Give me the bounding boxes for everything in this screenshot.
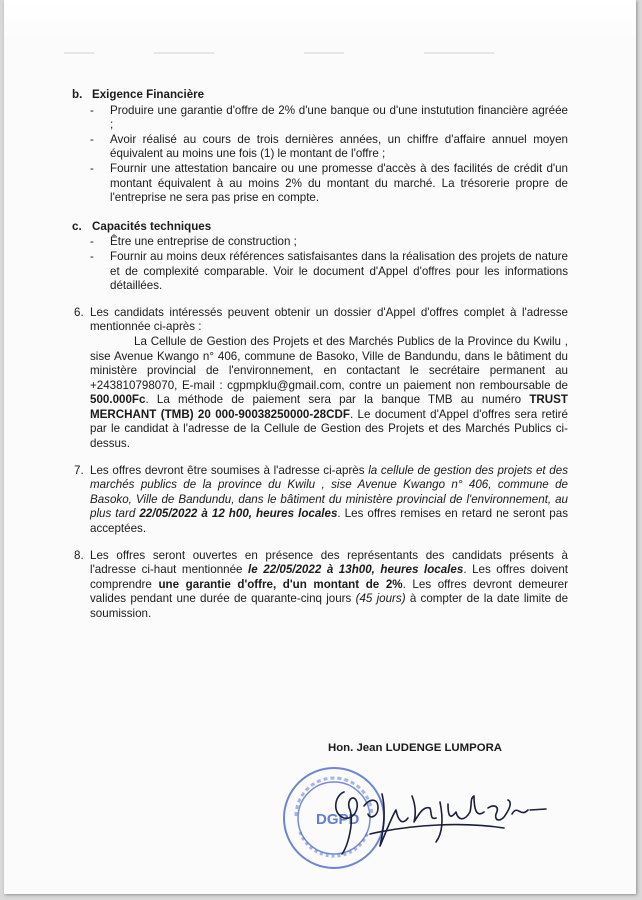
stamp-text: DGPD (316, 811, 360, 828)
item-8-opening-date: le 22/05/2022 à 13h00, heures locales (248, 563, 464, 577)
item-7-address: la cellule de gestion des projets et des marchés publics de la province du Kwilu (90, 463, 568, 492)
item-8-days: (45 jours) (355, 592, 406, 606)
signature-block (264, 738, 634, 888)
list-item: - Avoir réalisé au cours de trois dernières années, un chiffre d'affaire annuel moyen équivalent au moins une fois (1) le montant de l'offre ; (110, 133, 568, 162)
document-body (72, 88, 568, 622)
item-6-address: La Cellule de Gestion des Projets et des Marchés Publics de la Province du Kwilu , sise Avenue Kwango n° 406, commune de Basoko, Ville de Bandundu, dans le bâtiment du ministère provincial de l'environnement, en contactant le secrétaire permanent au +243810798070, E-mail : cgpmpklu@gmail.com, contre un paiement non remboursable de (90, 334, 568, 392)
section-b-title: Exigence Financière (92, 88, 205, 101)
bleed-through-mark (304, 52, 344, 54)
page-top-edge (4, 0, 636, 40)
list-item: - Fournir au moins deux références satisfaisantes dans la réalisation des projets de nature et de complexité comparable. Voir le document d'Appel d'offres pour les informations détaillées. (110, 250, 568, 294)
handwritten-signature-icon (324, 762, 554, 872)
section-b-heading (72, 88, 568, 103)
bleed-through-mark (424, 52, 494, 54)
list-item: - Fournir une attestation bancaire ou une promesse d'accès à des facilités de crédit d'un montant équivalent à au moins 2% du montant du marché. La trésorerie propre de l'entreprise ne sera pas prise en compte. (110, 162, 568, 206)
section-c-list (72, 235, 568, 293)
section-c-letter: c. (72, 219, 82, 233)
item-7-number: 7. (74, 463, 84, 477)
item-8-number: 8. (74, 548, 84, 562)
document-page (4, 0, 636, 894)
list-item: - Être une entreprise de construction ; (110, 235, 568, 250)
item-7-deadline: 22/05/2022 à 12 h00, heures locales (139, 507, 338, 521)
item-6: 6. Les candidats intéressés peuvent obtenir un dossier d'Appel d'offres complet à l'adresse mentionnée ci-après : La Cellule de Gestion des Projets et des Marchés Publics de la Province du Kwilu , sise Avenue Kwango n° 406, commune de Basoko, Ville de Bandundu, dans le bâtiment du ministère provincial de l'environnement, en contactant le secrétaire permanent au +243810798070, E-mail : cgpmpklu@gmail.com, contre un paiement non remboursable de 500.000Fc. La méthode de paiement sera par la banque TMB au numéro TRUST MERCHANT (TMB) 20 000-90038250000-28CDF. Le document d'Appel d'offres sera retiré par le candidat à l'adresse de la Cellule de Gestion des Projets et des Marchés Publics ci-dessus. (74, 305, 568, 451)
item-6-intro: Les candidats intéressés peuvent obtenir un dossier d'Appel d'offres complet à l'adresse mentionnée ci-après : (90, 305, 568, 334)
item-6-bank-account: TRUST MERCHANT (TMB) 20 000-90038250000-28CDF (90, 393, 568, 421)
item-7: 7. Les offres devront être soumises à l'adresse ci-après la cellule de gestion des projets et des marchés publics de la province du Kwilu , sise Avenue Kwango n° 406, commune de Basoko, Ville de Bandundu, dans le bâtiment du ministère provincial de l'environnement, au plus tard 22/05/2022 à 12 h00, heures locales. Les offres remises en retard ne seront pas acceptées. (74, 463, 568, 536)
section-b-list (72, 104, 568, 206)
section-b-letter: b. (72, 88, 83, 101)
section-c-heading (72, 219, 568, 235)
item-6-number: 6. (74, 305, 84, 319)
item-6-amount: 500.000Fc (90, 393, 146, 407)
item-8-guarantee: une garantie d'offre, d'un montant de 2% (158, 577, 403, 591)
list-item: - Produire une garantie d'offre de 2% d'une banque ou d'une instutution financière agréée ; (110, 104, 568, 133)
item-8: 8. Les offres seront ouvertes en présence des représentants des candidats présents à l'adresse ci-haut mentionnée le 22/05/2022 à 13h00, heures locales. Les offres doivent comprendre une garantie d'offre, d'un montant de 2%. Les offres devront demeurer valides pendant une durée de quarante-cinq jours (45 jours) à compter de la date limite de soumission. (74, 548, 569, 620)
section-c-title: Capacités techniques (92, 219, 212, 233)
bleed-through-mark (154, 52, 214, 54)
signer-name: Hon. Jean LUDENGE LUMPORA (328, 742, 503, 754)
bleed-through-mark (64, 52, 94, 54)
